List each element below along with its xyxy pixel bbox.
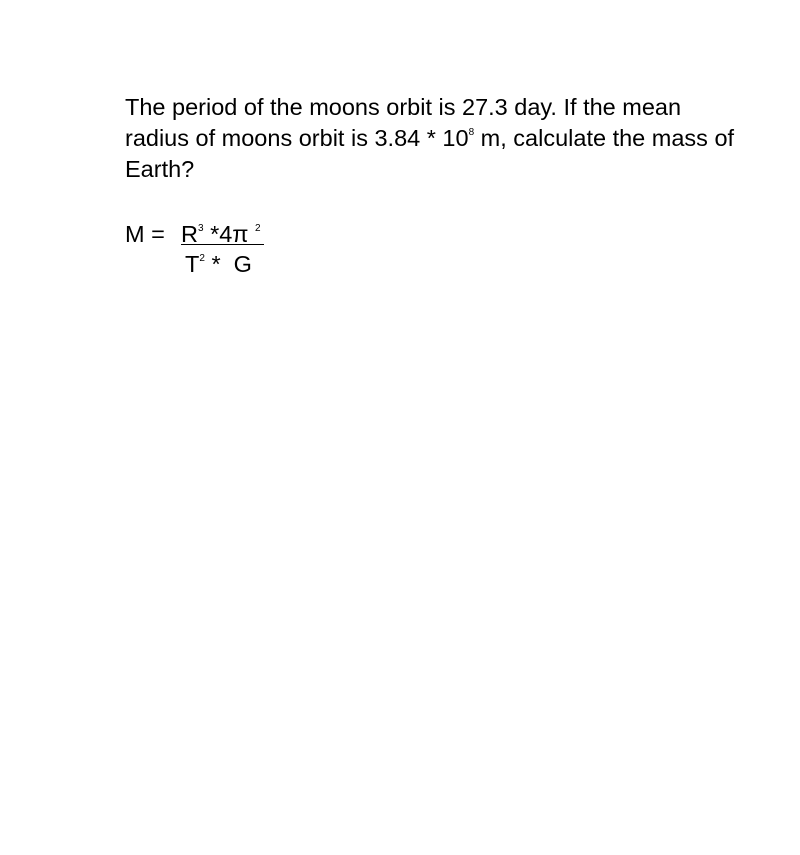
formula-lhs: M = [125,221,165,247]
problem-text [125,92,800,185]
numerator-exponent: 3 [197,223,204,234]
fraction-bar [181,244,264,245]
denominator-rest: * G [204,251,252,277]
numerator-exponent-2: 2 [255,223,261,234]
problem-line-2-rest: m, calculate the mass of [474,125,735,151]
problem-line-1: The period of the moons orbit is 27.3 day. If the mean [125,94,682,120]
problem-line-3: Earth? [125,156,195,182]
problem-line-2 [125,123,800,154]
formula-denominator [185,249,252,279]
denominator-exponent: 2 [199,253,205,264]
numerator-base: R [181,221,198,247]
exponent: 8 [468,127,475,138]
numerator-rest: *4π [203,221,256,247]
problem-line-2-text: radius of moons orbit is 3.84 * 10 [125,125,469,151]
denominator-base: T [185,251,200,277]
